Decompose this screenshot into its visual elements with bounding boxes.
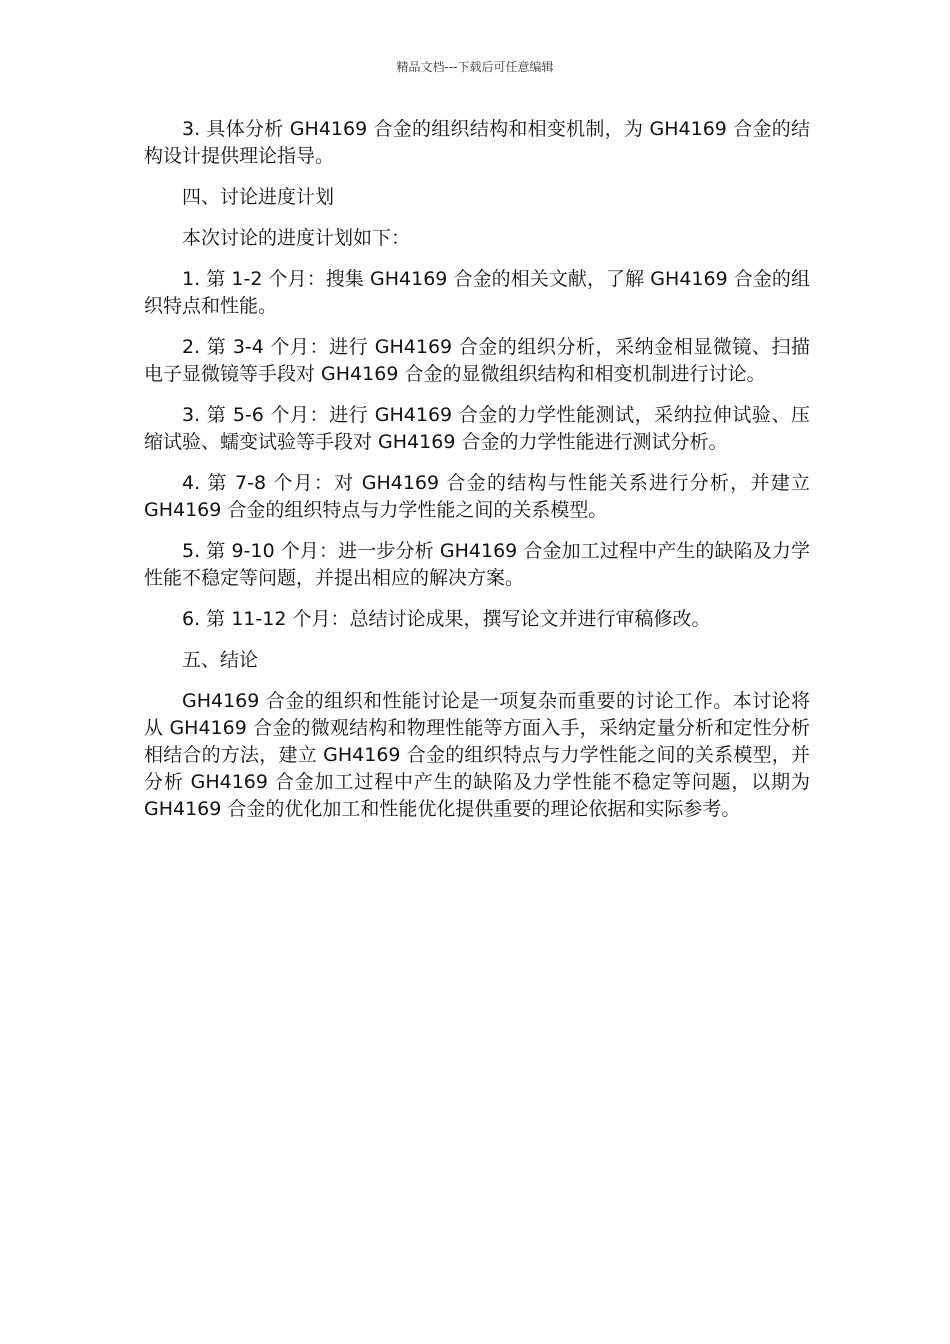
section-heading-conclusion: 五、结论 (182, 649, 259, 671)
schedule-item-1: 1. 第 1-2 个月：搜集 GH4169 合金的相关文献，了解 GH4169 合金的组织特点和性能。 (144, 268, 810, 317)
paragraph-conclusion: GH4169 合金的组织和性能讨论是一项复杂而重要的讨论工作。本讨论将从 GH4169 合金的微观结构和物理性能等方面入手，采纳定量分析和定性分析相结合的方法，建立 GH4169 合金的组织特点与力学性能之间的关系模型，并分析 GH4169 合金加工过程中产生的缺陷及力学性能不稳定等问题，以期为 GH4169 合金的优化加工和性能优化提供重要的理论依据和实际参考。 (144, 690, 810, 820)
page-header: 精品文档---下载后可任意编辑 (396, 60, 554, 74)
paragraph-objective-3: 3. 具体分析 GH4169 合金的组织结构和相变机制，为 GH4169 合金的结构设计提供理论指导。 (144, 118, 810, 167)
schedule-item-2: 2. 第 3-4 个月：进行 GH4169 合金的组织分析，采纳金相显微镜、扫描电子显微镜等手段对 GH4169 合金的显微组织结构和相变机制进行讨论。 (144, 336, 810, 385)
schedule-item-6: 6. 第 11-12 个月：总结讨论成果，撰写论文并进行审稿修改。 (182, 608, 711, 630)
document-body (144, 116, 810, 837)
paragraph-schedule-intro: 本次讨论的进度计划如下： (182, 227, 411, 249)
schedule-item-4: 4. 第 7-8 个月：对 GH4169 合金的结构与性能关系进行分析，并建立 GH4169 合金的组织特点与力学性能之间的关系模型。 (144, 472, 810, 521)
section-heading-schedule: 四、讨论进度计划 (182, 186, 335, 208)
schedule-item-3: 3. 第 5-6 个月：进行 GH4169 合金的力学性能测试，采纳拉伸试验、压缩试验、蠕变试验等手段对 GH4169 合金的力学性能进行测试分析。 (144, 404, 810, 453)
schedule-item-5: 5. 第 9-10 个月：进一步分析 GH4169 合金加工过程中产生的缺陷及力学性能不稳定等问题，并提出相应的解决方案。 (144, 540, 810, 589)
